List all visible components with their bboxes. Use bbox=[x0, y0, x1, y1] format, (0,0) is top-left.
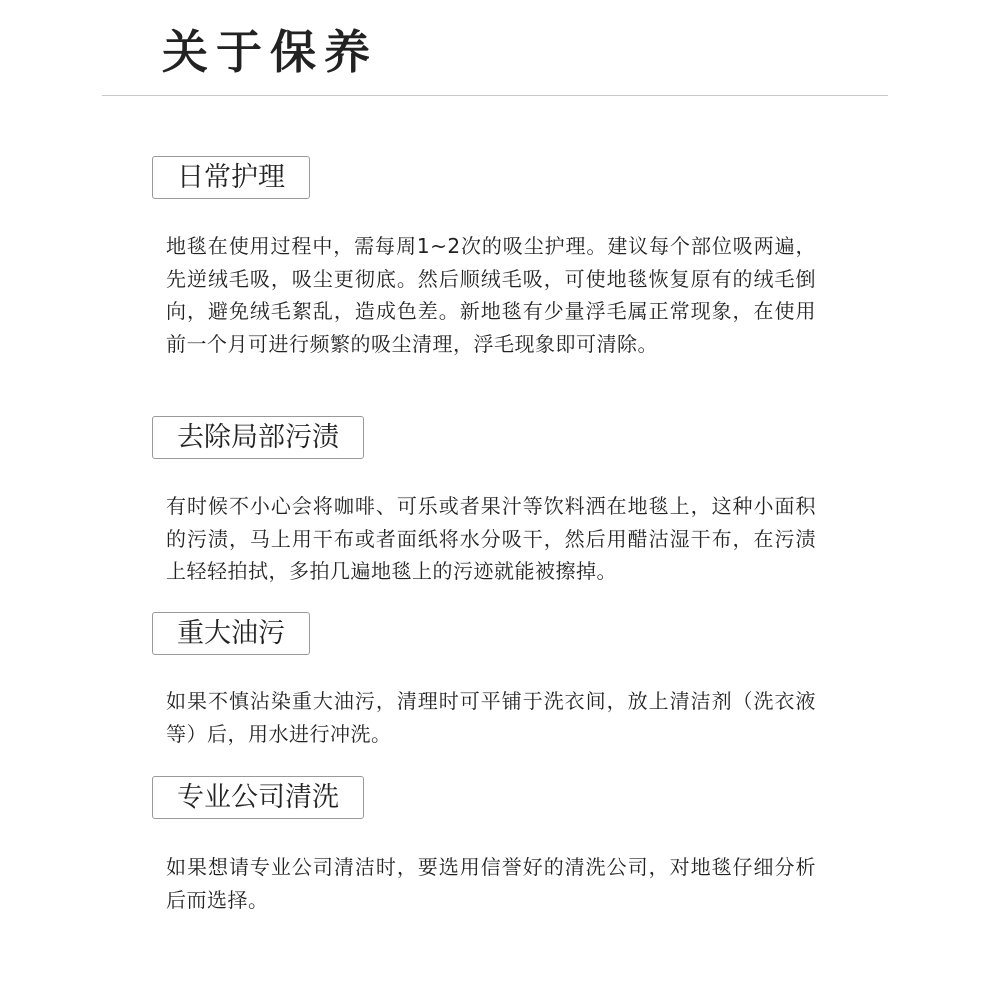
section-body-professional-cleaning: 如果想请专业公司清洁时，要选用信誉好的清洗公司，对地毯仔细分析后而选择。 bbox=[166, 855, 816, 912]
section-body-heavy-oil: 如果不慎沾染重大油污，清理时可平铺于洗衣间，放上清洁剂（洗衣液等）后，用水进行冲洗。 bbox=[166, 689, 816, 746]
section-heading-heavy-oil: 重大油污 bbox=[152, 612, 310, 655]
page-title: 关于保养 bbox=[162, 25, 378, 79]
section-heading-daily-care: 日常护理 bbox=[152, 156, 310, 199]
section-body-daily-care: 地毯在使用过程中，需每周1~2次的吸尘护理。建议每个部位吸两遍，先逆绒毛吸，吸尘更彻底。然后顺绒毛吸，可使地毯恢复原有的绒毛倒向，避免绒毛絮乱，造成色差。新地毯有少量浮毛属正常现象，在使用前一个月可进行频繁的吸尘清理，浮毛现象即可清除。 bbox=[166, 234, 816, 356]
section-body-spot-stains: 有时候不小心会将咖啡、可乐或者果汁等饮料洒在地毯上，这种小面积的污渍，马上用干布或者面纸将水分吸干，然后用醋沽湿干布，在污渍上轻轻拍拭，多拍几遍地毯上的污迹就能被擦掉。 bbox=[166, 494, 816, 583]
section-heading-spot-stains: 去除局部污渍 bbox=[152, 416, 364, 459]
title-divider bbox=[102, 95, 888, 96]
section-heading-professional-cleaning: 专业公司清洗 bbox=[152, 776, 364, 819]
